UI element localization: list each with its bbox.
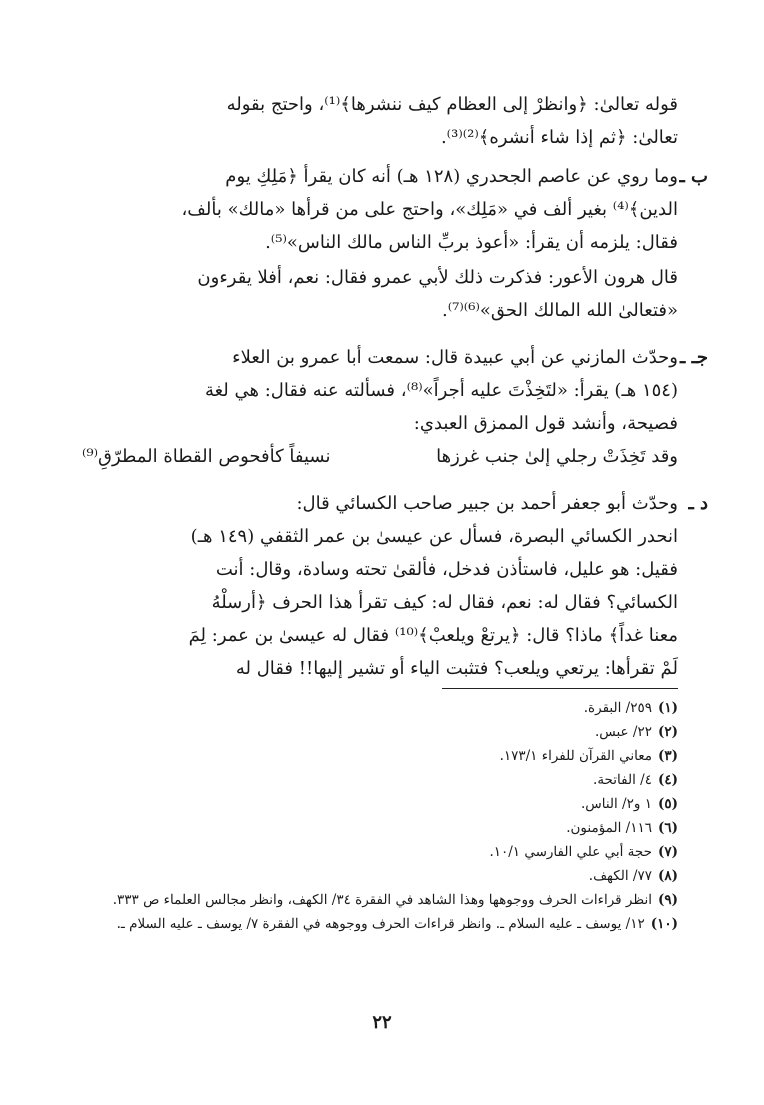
footnote-number: (٢) <box>657 724 678 740</box>
footnote-number: (٦) <box>657 820 678 836</box>
verse-second-hemistich: نسيفاً كأفحوص القطاة المطرّقِ⁽⁹⁾ <box>82 446 331 467</box>
intro-line: تعالىٰ: ﴿ثم إذا شاء أنشره﴾⁽²⁾⁽³⁾. <box>440 127 678 148</box>
footnote-number: (٧) <box>657 844 678 860</box>
poetry-verse <box>82 440 678 473</box>
footnote-text: معاني القرآن للفراء ١٧٣/١. <box>499 748 652 764</box>
main-text <box>82 88 708 685</box>
footnote-text: ٧٧/ الكهف. <box>588 868 652 884</box>
page-number: ٢٢ <box>372 1012 392 1033</box>
footnote-number: (١) <box>657 700 678 716</box>
footnote <box>82 792 678 816</box>
text-line: الدين﴾⁽⁴⁾ بغير ألف في «مَلِك»، واحتج على من قرأها «مالك» بألف، <box>181 199 678 220</box>
footnote-number: (٤) <box>657 772 678 788</box>
footnote <box>82 744 678 768</box>
footnote <box>82 912 678 936</box>
text-line: (١٥٤ هـ) يقرأ: «لتَخِذْتَ عليه أجراً»⁽⁸⁾، فسألته عنه فقال: هي لغة <box>204 380 678 401</box>
footnote-number: (٨) <box>657 868 678 884</box>
section-marker: جـ ـ <box>680 347 708 368</box>
text-line: وحدّث المازني عن أبي عبيدة قال: سمعت أبا عمرو بن العلاء <box>232 347 678 368</box>
verse-first-hemistich: وقد تَخِذَتْ رجلي إلىٰ جنب غرزها <box>436 446 678 467</box>
text-line: لَمْ تقرأها: يرتعي ويلعب؟ فتثبت الياء أو تشير إليها!! فقال له <box>235 658 678 679</box>
section-dal <box>82 487 708 685</box>
intro-line: قوله تعالىٰ: ﴿وانظرْ إلى العظام كيف ننشرها﴾⁽¹⁾، واحتج بقوله <box>226 94 678 115</box>
text-line: فقال: يلزمه أن يقرأ: «أعوذ بربِّ الناس مالك الناس»⁽⁵⁾. <box>265 232 678 253</box>
footnote-text: انظر قراءات الحرف ووجوهها وهذا الشاهد في الفقرة ٣٤/ الكهف، وانظر مجالس العلماء ص ٣٣٣. <box>112 892 652 908</box>
text-line: وحدّث أبو جعفر أحمد بن جبير صاحب الكسائي قال: <box>296 493 678 514</box>
section-marker: د ـ <box>688 493 708 514</box>
footnote-text: ١٢/ يوسف ـ عليه السلام ـ. وانظر قراءات الحرف ووجوهه في الفقرة ٧/ يوسف ـ عليه السلام ـ. <box>116 916 645 932</box>
footnote <box>82 768 678 792</box>
text-line: وما روي عن عاصم الجحدري (١٢٨ هـ) أنه كان يقرأ ﴿مَلِكِ يوم <box>225 166 678 187</box>
section-ba <box>82 160 708 327</box>
text-line: قال هرون الأعور: فذكرت ذلك لأبي عمرو فقال: نعم، أفلا يقرءون <box>197 267 678 288</box>
footnotes <box>82 696 678 936</box>
text-line: فقيل: هو عليل، فاستأذن فدخل، فألقىٰ تحته وسادة، وقال: أنت <box>215 559 678 580</box>
footnote-text: ١ و٢/ الناس. <box>580 796 652 812</box>
footnote-text: ٢٥٩/ البقرة. <box>583 700 652 716</box>
footnote <box>82 816 678 840</box>
footnote-number: (٩) <box>657 892 678 908</box>
footnote <box>82 696 678 720</box>
footnote-number: (١٠) <box>650 916 678 932</box>
footnote-divider <box>442 688 678 689</box>
text-line: الكسائي؟ فقال له: نعم، فقال له: كيف تقرأ هذا الحرف ﴿أرسلْهُ <box>211 592 678 613</box>
footnote <box>82 864 678 888</box>
section-jim <box>82 341 708 473</box>
footnote <box>82 720 678 744</box>
footnote-text: ١١٦/ المؤمنون. <box>566 820 652 836</box>
footnote <box>82 888 678 912</box>
section-marker: ب ـ <box>679 166 708 187</box>
footnote-text: ٢٢/ عبس. <box>594 724 652 740</box>
text-line: فصيحة، وأنشد قول الممزق العبدي: <box>413 413 678 434</box>
text-line: معنا غداً﴾ ماذا؟ قال: ﴿يرتعْ ويلعبْ﴾⁽¹⁰⁾ فقال له عيسىٰ بن عمر: لِمَ <box>188 625 678 646</box>
text-line: «فتعالىٰ الله المالك الحق»⁽⁶⁾⁽⁷⁾. <box>442 300 678 321</box>
footnote-number: (٣) <box>657 748 678 764</box>
footnote-number: (٥) <box>657 796 678 812</box>
intro-paragraph <box>82 88 678 154</box>
footnote-text: حجة أبي علي الفارسي ١٠/١. <box>489 844 652 860</box>
footnote-text: ٤/ الفاتحة. <box>593 772 652 788</box>
text-line: انحدر الكسائي البصرة، فسأل عن عيسىٰ بن عمر الثقفي (١٤٩ هـ) <box>190 526 678 547</box>
footnote <box>82 840 678 864</box>
